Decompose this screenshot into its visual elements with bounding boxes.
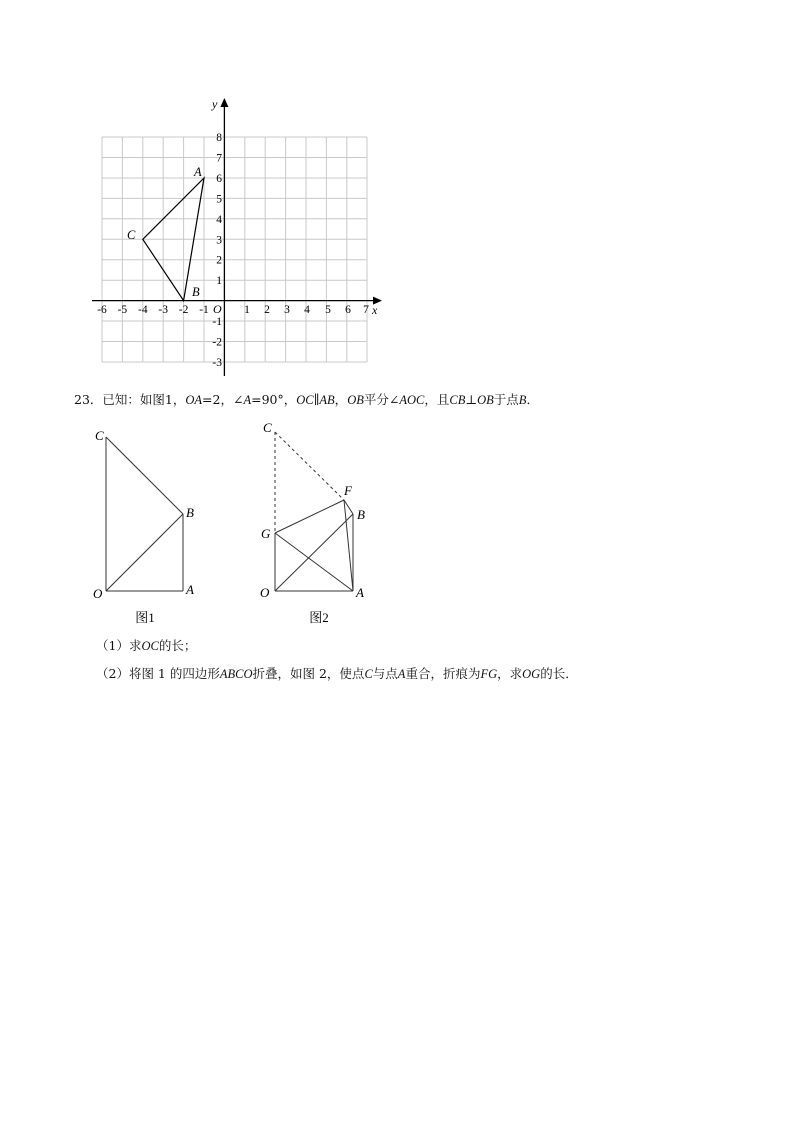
question-text: 的长． [540,666,578,681]
fig2-label-c: C [263,420,272,435]
math-var: B [518,393,527,407]
problem-text: ∥ [313,392,320,407]
question-text: 的长； [158,638,197,653]
math-var: OC [296,393,314,407]
fig1-label-b: B [186,505,194,520]
fig2-label-a: A [356,585,364,600]
problem-statement [74,390,539,410]
fig1-label-c: C [95,428,104,443]
math-var: OB [477,393,494,407]
y-tick-label: 7 [216,152,222,165]
math-var: C [364,667,373,681]
x-axis-label: x [372,303,378,317]
point-c-label: C [127,228,136,242]
geometry-figures [0,420,794,660]
question-text: 重合，折痕为 [405,666,481,681]
x-tick-label: -4 [138,304,148,316]
fig1-label-a: A [186,582,194,597]
question-text: ，求 [497,666,523,681]
question-text: （2）将图 1 的四边形 [96,666,220,681]
x-tick-label: -2 [178,304,189,316]
x-tick-label: 2 [264,304,270,316]
x-tick-labels [97,304,369,316]
x-tick-label: 6 [345,304,351,316]
figure-2-caption: 图2 [309,610,329,625]
question-text: （1）求 [96,638,142,653]
y-tick-label: -3 [212,357,222,369]
math-var: OA [185,393,203,407]
figure-2-labels [260,420,365,600]
x-tick-label: -6 [97,304,107,316]
y-tick-label: 5 [216,193,222,206]
x-tick-label: 1 [244,304,250,316]
y-tick-label: 2 [216,254,222,267]
figure-1-caption: 图1 [135,610,155,625]
origin-label: O [213,302,222,316]
grid-lines [102,137,367,362]
problem-text: 平分∠ [363,392,400,407]
x-tick-label: 7 [363,304,369,316]
problem-text: ，且 [424,392,450,407]
problem-text: 已知：如图1， [102,392,186,407]
y-tick-label: -1 [212,316,222,328]
problem-text: =2，∠ [202,392,244,407]
math-var: AB [319,393,335,407]
problem-number: 23． [74,392,103,407]
math-var: OB [347,393,364,407]
question-1 [96,636,196,656]
y-axis-label: y [212,97,218,111]
x-tick-label: 4 [304,304,310,316]
fig1-label-o: O [93,586,103,601]
x-tick-label: -3 [158,304,168,316]
y-axis-arrow [220,98,228,107]
y-tick-label: 6 [216,173,222,185]
math-var: OC [141,639,159,653]
problem-text: 于点 [493,392,519,407]
math-var: CB [449,393,466,407]
fig2-label-b: B [357,507,365,522]
y-tick-label: 4 [216,213,222,226]
question-text: 折叠，如图 2，使点 [252,666,365,681]
fig2-label-f: F [344,483,352,498]
y-tick-label: 3 [216,234,222,247]
coordinate-figure [0,0,794,390]
question-text: 与点 [372,666,398,681]
problem-text: ⊥ [465,392,478,407]
x-tick-label: -1 [199,304,209,316]
figure-1 [106,437,183,591]
figure-2 [275,432,353,591]
point-b-label: B [192,285,200,299]
math-var: A [243,393,252,407]
math-var: AOC [399,393,425,407]
x-tick-label: 3 [284,304,290,316]
math-var: FG [480,667,498,681]
math-var: ABCO [219,667,253,681]
y-tick-label: 1 [216,275,222,288]
y-tick-label: 8 [216,132,222,144]
x-tick-label: -5 [117,304,128,316]
y-tick-labels [212,132,222,369]
figure-1-labels [93,428,194,601]
math-var: OG [522,667,541,681]
point-a-label: A [194,165,202,179]
x-tick-label: 5 [325,304,331,316]
question-2 [96,664,578,684]
math-var: A [397,667,406,681]
problem-text: ． [526,392,539,407]
y-tick-label: -2 [212,336,222,349]
problem-text: =90°， [251,392,297,407]
fig2-label-o: O [260,585,270,600]
fig2-label-g: G [261,526,271,541]
problem-text: ， [334,392,348,407]
